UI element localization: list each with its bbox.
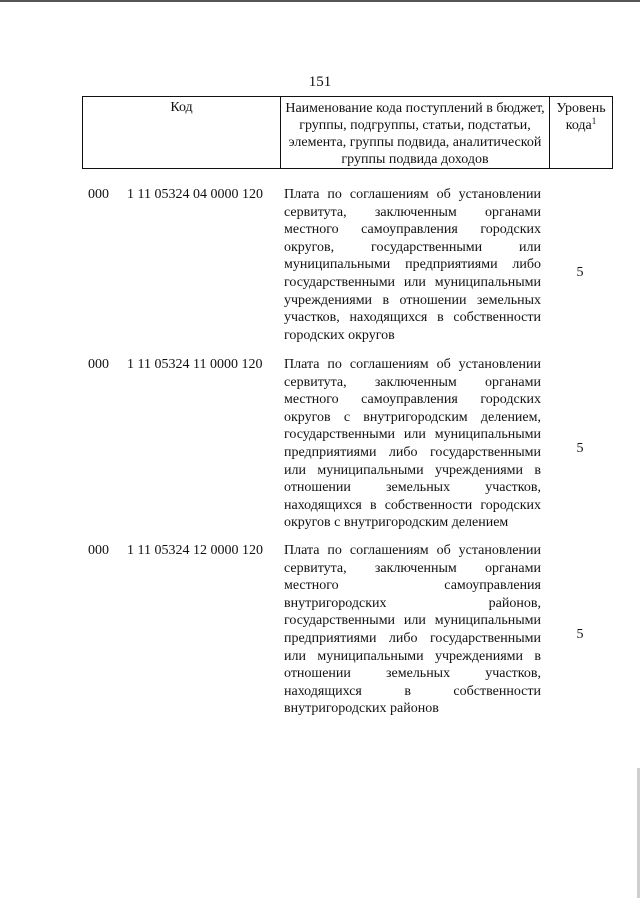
table-header <box>82 96 613 169</box>
header-level: Уровень кода <box>556 101 606 133</box>
level-value: 5 <box>576 441 584 456</box>
revenue-name: Плата по соглашениям об установлении сервитута, заключенным органами местного самоуправления городских округов с внутригородским делением, государственными или муниципальными предприятиями либо государственными или муниципальными учреждениями в отношении земельных участков, находящихся в собственности городских округов с внутригородским делением <box>284 357 541 531</box>
page-number: 151 <box>308 74 332 90</box>
header-name: Наименование кода поступлений в бюджет, группы, подгруппы, статьи, подстатьи, элемента, группы подвида, аналитической группы подвида доходов <box>281 97 550 169</box>
page-top-edge <box>0 0 640 2</box>
level-value: 5 <box>576 627 584 642</box>
revenue-code: 1 11 05324 11 0000 120 <box>127 357 263 372</box>
admin-code: 000 <box>88 543 109 558</box>
admin-code: 000 <box>88 187 109 202</box>
admin-code: 000 <box>88 357 109 372</box>
revenue-code: 1 11 05324 04 0000 120 <box>127 187 263 202</box>
level-value: 5 <box>576 265 584 280</box>
header-code-cell <box>83 97 281 169</box>
revenue-name: Плата по соглашениям об установлении сервитута, заключенным органами местного самоуправления внутригородских районов, государственными или муниципальными предприятиями либо государственными или муниципальными учреждениями в отношении земельных участков, находящихся в собственности внутригородских районов <box>284 543 541 717</box>
revenue-code: 1 11 05324 12 0000 120 <box>127 543 263 558</box>
header-code: Код <box>170 100 193 115</box>
footnote-marker: 1 <box>591 116 597 126</box>
header-level-cell <box>550 97 613 169</box>
revenue-name: Плата по соглашениям об установлении сервитута, заключенным органами местного самоуправления городских округов, государственными или муниципальными предприятиями либо государственными или муниципальными учреждениями в отношении земельных участков, находящихся в собственности городских округов <box>284 187 541 343</box>
